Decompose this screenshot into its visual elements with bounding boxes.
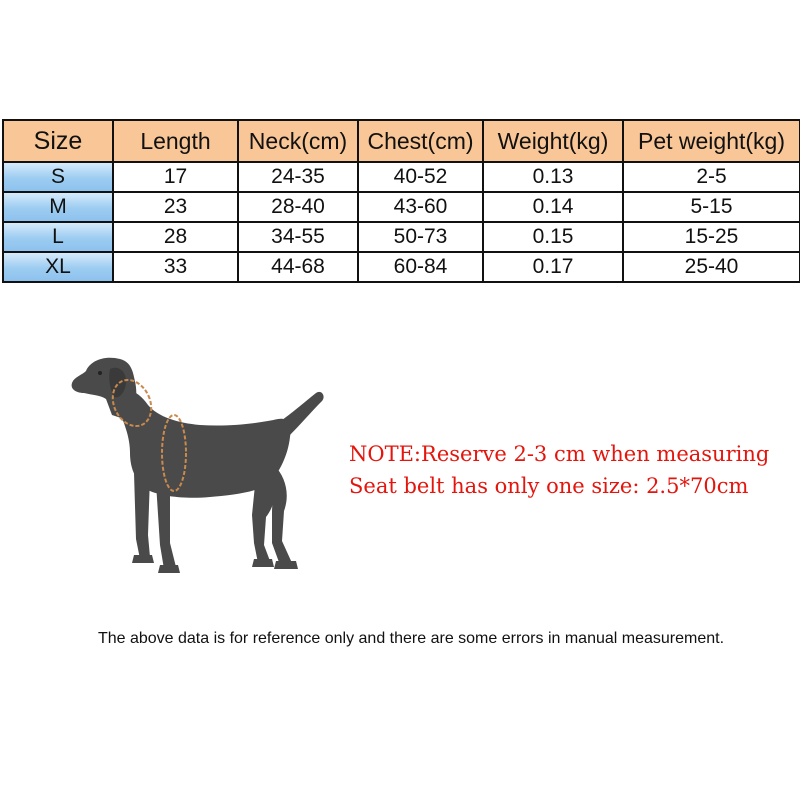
size-chart-table bbox=[2, 119, 800, 283]
weight-cell: 0.13 bbox=[483, 162, 623, 192]
dog-body bbox=[72, 358, 324, 573]
measurement-note bbox=[349, 438, 769, 502]
header-weight: Weight(kg) bbox=[483, 120, 623, 162]
table-row bbox=[3, 162, 800, 192]
size-cell: XL bbox=[3, 252, 113, 282]
length-cell: 23 bbox=[113, 192, 238, 222]
pet-weight-cell: 5-15 bbox=[623, 192, 800, 222]
header-size: Size bbox=[3, 120, 113, 162]
weight-cell: 0.14 bbox=[483, 192, 623, 222]
chest-cell: 60-84 bbox=[358, 252, 483, 282]
dog-silhouette-icon bbox=[60, 345, 340, 580]
disclaimer-text: The above data is for reference only and there are some errors in manual measurement. bbox=[97, 630, 725, 647]
weight-cell: 0.15 bbox=[483, 222, 623, 252]
length-cell: 17 bbox=[113, 162, 238, 192]
header-chest: Chest(cm) bbox=[358, 120, 483, 162]
neck-cell: 28-40 bbox=[238, 192, 358, 222]
chest-cell: 50-73 bbox=[358, 222, 483, 252]
table-row bbox=[3, 252, 800, 282]
size-cell: S bbox=[3, 162, 113, 192]
pet-weight-cell: 2-5 bbox=[623, 162, 800, 192]
header-neck: Neck(cm) bbox=[238, 120, 358, 162]
neck-cell: 44-68 bbox=[238, 252, 358, 282]
weight-cell: 0.17 bbox=[483, 252, 623, 282]
length-cell: 28 bbox=[113, 222, 238, 252]
table-header-row bbox=[3, 120, 800, 162]
chest-cell: 43-60 bbox=[358, 192, 483, 222]
chest-cell: 40-52 bbox=[358, 162, 483, 192]
dog-eye bbox=[98, 371, 102, 375]
pet-weight-cell: 25-40 bbox=[623, 252, 800, 282]
length-cell: 33 bbox=[113, 252, 238, 282]
note-line-seat-belt: Seat belt has only one size: 2.5*70cm bbox=[349, 474, 749, 498]
header-pet-weight: Pet weight(kg) bbox=[623, 120, 800, 162]
header-length: Length bbox=[113, 120, 238, 162]
table-row bbox=[3, 192, 800, 222]
neck-cell: 24-35 bbox=[238, 162, 358, 192]
size-cell: M bbox=[3, 192, 113, 222]
size-cell: L bbox=[3, 222, 113, 252]
neck-cell: 34-55 bbox=[238, 222, 358, 252]
note-line-reserve: NOTE:Reserve 2-3 cm when measuring bbox=[349, 442, 770, 466]
table-row bbox=[3, 222, 800, 252]
pet-weight-cell: 15-25 bbox=[623, 222, 800, 252]
